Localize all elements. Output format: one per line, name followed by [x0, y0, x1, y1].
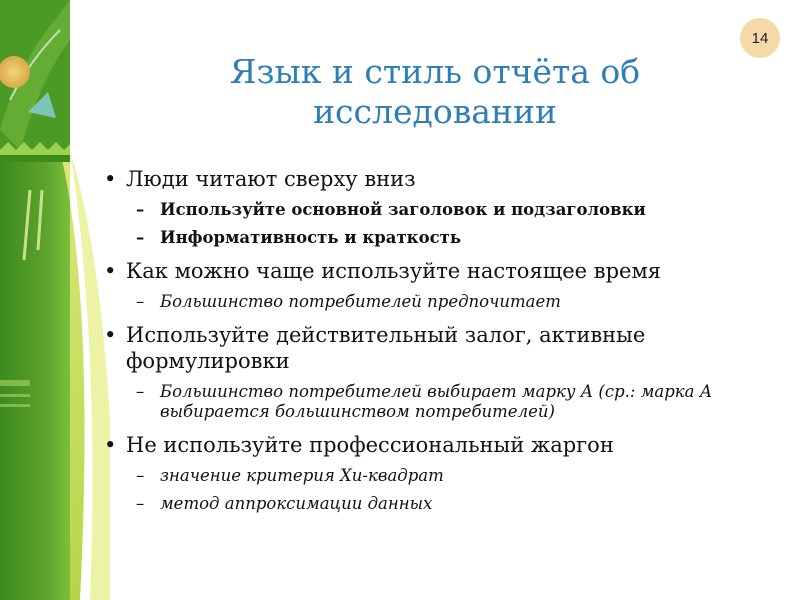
bullet-item: • Не используйте профессиональный жаргон — [100, 432, 760, 458]
bullet-item: • Используйте действительный залог, активные формулировки — [100, 322, 760, 374]
sub-bullet-item: – метод аппроксимации данных — [100, 494, 760, 514]
bullet-list — [100, 162, 760, 514]
sub-bullet-item: – Используйте основной заголовок и подзаголовки — [100, 200, 760, 220]
slide-number-badge — [740, 18, 780, 58]
slide-number: 14 — [751, 29, 769, 47]
bullet-item: • Как можно чаще используйте настоящее время — [100, 258, 760, 284]
sub-bullet-item: – значение критерия Хи-квадрат — [100, 466, 760, 486]
decorative-side-art — [0, 0, 110, 600]
sub-bullet-item: – Большинство потребителей выбирает марку А (ср.: марка А выбирается большинством потребителей) — [100, 382, 760, 422]
sub-bullet-item: – Информативность и краткость — [100, 228, 760, 248]
bullet-item: • Люди читают сверху вниз — [100, 166, 760, 192]
slide-title: Язык и стиль отчёта об исследовании — [229, 52, 641, 132]
sub-bullet-item: – Большинство потребителей предпочитает — [100, 292, 760, 312]
